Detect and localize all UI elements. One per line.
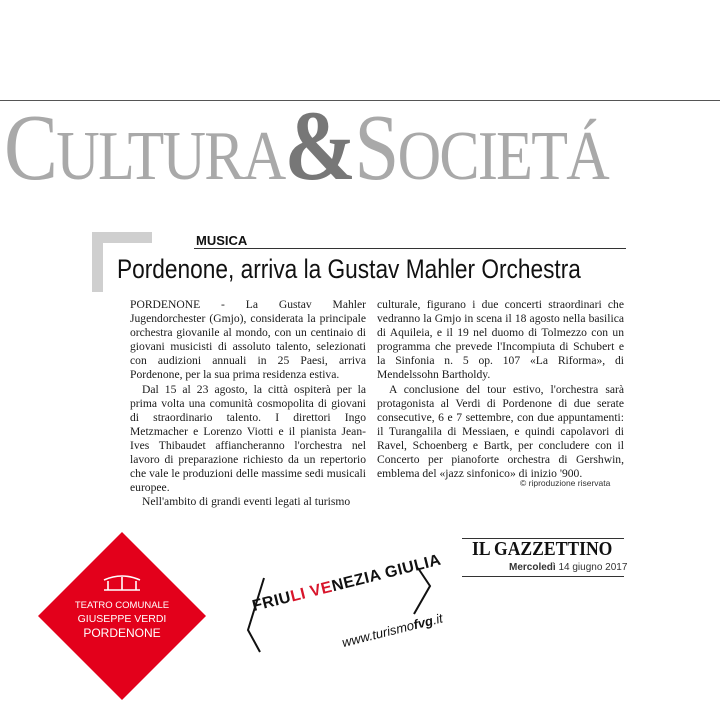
teatro-verdi-logo bbox=[36, 530, 208, 702]
article-column-2 bbox=[377, 298, 624, 481]
masthead-text: CULTURA&SOCIETÁ bbox=[4, 90, 609, 201]
copyright-notice: © riproduzione riservata bbox=[520, 478, 611, 488]
theatre-logo-line3: PORDENONE bbox=[83, 626, 161, 640]
article-headline: Pordenone, arriva la Gustav Mahler Orchestra bbox=[117, 254, 581, 284]
publication-name: IL GAZZETTINO bbox=[472, 538, 613, 560]
decorative-bracket bbox=[92, 232, 152, 243]
section-rule bbox=[194, 248, 626, 249]
paragraph: culturale, figurano i due concerti straordinari che vedranno la Gmjo in scena il 18 agosto nella basilica di Aquileia, e il 19 nel duomo di Tolmezzo con un programma che prevede l'Incompiuta di Schubert e la Sinfonia n. 5 op. 107 «La Riforma», di Mendelssohn Bartholdy. bbox=[377, 298, 624, 382]
theatre-logo-line1: TEATRO COMUNALE bbox=[74, 600, 170, 611]
publication-rule bbox=[462, 576, 624, 577]
paragraph: PORDENONE - La Gustav Mahler Jugendorchester (Gmjo), considerata la principale orchestra giovanile al mondo, con un centinaio di giovani musicisti di assoluto talento, selezionati con audizioni annuali in 25 Paesi, arriva Pordenone, per la sua prima residenza estiva. bbox=[130, 298, 366, 382]
masthead-cultura-societa bbox=[4, 90, 720, 204]
fvg-url[interactable]: www.turismofvg.it bbox=[340, 610, 445, 650]
paragraph: Nell'ambito di grandi eventi legati al turismo bbox=[142, 495, 351, 509]
section-label: MUSICA bbox=[196, 233, 248, 248]
paragraph: Dal 15 al 23 agosto, la città ospiterà per la prima volta una comunità cosmopolita di giovani di straordinario talento. I direttori Ingo Metzmacher e Lorenzo Viotti e il pianista Jean-Ives Thibaudet affiancheranno l'orchestra nel lavoro di preparazione richiesto da un repertorio che vale le produzioni delle massime sedi musicali europee. bbox=[130, 382, 366, 495]
theatre-logo-line2: GIUSEPPE VERDI bbox=[77, 613, 167, 625]
fvg-logo-text: FRIULI VENEZIA GIULIA bbox=[250, 551, 443, 616]
paragraph: A conclusione del tour estivo, l'orchestra sarà protagonista al Verdi di Pordenone di due serate consecutive, 6 e 7 settembre, con due appuntamenti: il Turangalila di Messiaen, e quindi capolavori di Ravel, Schoenberg e Bartk, per concludere con il Concerto per pianoforte orchestra di Gershwin, emblema del «jazz sinfonico» di inizio '900. bbox=[377, 382, 624, 481]
publication-date: Mercoledì 14 giugno 2017 bbox=[509, 562, 628, 573]
article-column-1 bbox=[130, 298, 366, 509]
